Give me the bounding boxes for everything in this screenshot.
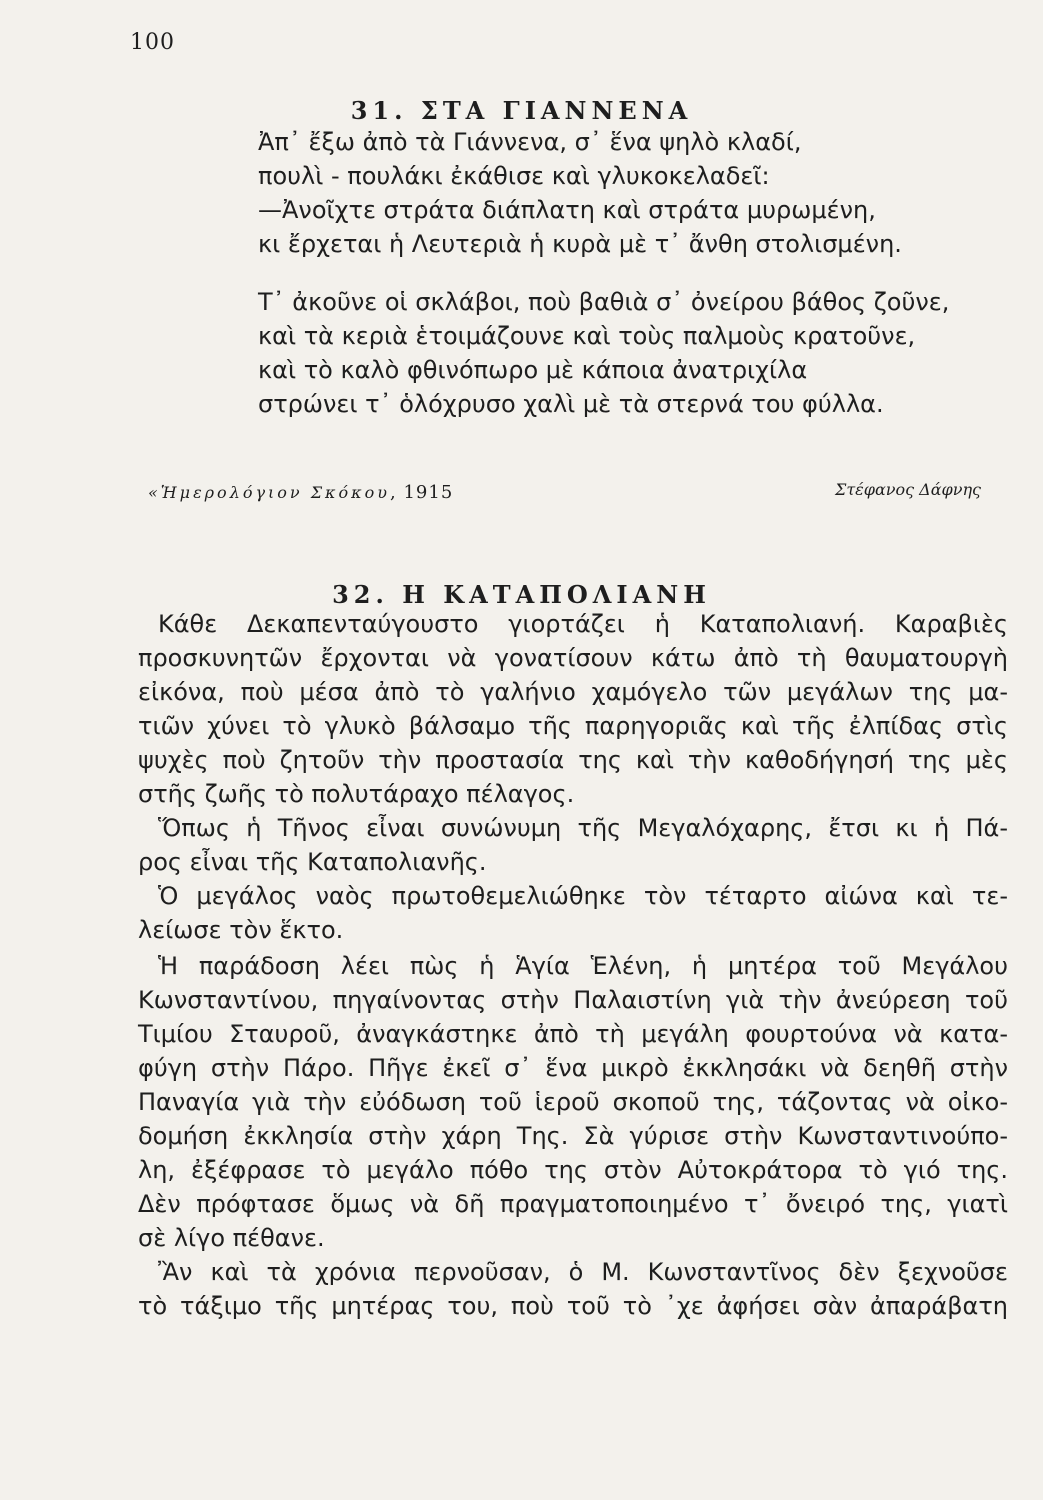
prose-line: Παναγία γιὰ τὴν εὐόδωση τοῦ ἱεροῦ σκοποῦ της, τάζοντας νὰ οἰκο- [138,1088,1008,1116]
source-year: , 1915 [390,482,454,503]
prose-line: λη, ἐξέφρασε τὸ μεγάλο πόθο της στὸν Αὐτοκράτορα τὸ γιό της. [138,1156,1008,1184]
page-number: 100 [130,30,175,55]
prose-line: τιῶν χύνει τὸ γλυκὸ βάλσαμο τῆς παρηγοριᾶς καὶ τῆς ἐλπίδας στὶς [138,712,1008,740]
prose-line: Δὲν πρόφτασε ὅμως νὰ δῆ πραγματοποιημένο τ᾿ ὄνειρό της, γιατὶ [138,1190,1008,1218]
poem-source [148,482,453,503]
section-32-title: 32. Η ΚΑΤΑΠΟΛΙΑΝΗ [332,580,711,609]
prose-line: ψυχὲς ποὺ ζητοῦν τὴν προστασία της καὶ τὴν καθοδήγησή της μὲς [138,746,1008,774]
section-31-title: 31. ΣΤΑ ΓΙΑΝΝΕΝΑ [350,96,693,125]
prose-line: Τιμίου Σταυροῦ, ἀναγκάστηκε ἀπὸ τὴ μεγάλη φουρτούνα νὰ κατα- [138,1020,1008,1048]
source-title: «Ἡμερολόγιον Σκόκου [148,483,391,502]
poem-line: στρώνει τ᾿ ὁλόχρυσο χαλὶ μὲ τὰ στερνά του φύλλα. [258,390,884,418]
prose-line: τὸ τάξιμο τῆς μητέρας του, ποὺ τοῦ τὸ ᾿χε ἀφήσει σὰν ἀπαράβατη [138,1292,1008,1320]
prose-line: στῆς ζωῆς τὸ πολυτάραχο πέλαγος. [138,780,575,808]
prose-line: Ὁ μεγάλος ναὸς πρωτοθεμελιώθηκε τὸν τέταρτο αἰώνα καὶ τε- [158,882,1008,910]
poem-line: καὶ τὰ κεριὰ ἑτοιμάζουνε καὶ τοὺς παλμοὺς κρατοῦνε, [258,322,916,350]
prose-line: σὲ λίγο πέθανε. [138,1224,325,1252]
poem-line: Ἀπ᾿ ἔξω ἀπὸ τὰ Γιάννενα, σ᾿ ἕνα ψηλὸ κλαδί, [258,128,802,156]
poem-line: κι ἔρχεται ἡ Λευτεριὰ ἡ κυρὰ μὲ τ᾿ ἄνθη στολισμένη. [258,230,902,258]
poem-line: πουλὶ - πουλάκι ἐκάθισε καὶ γλυκοκελαδεῖ: [258,162,770,190]
poem-line: —Ἀνοῖχτε στράτα διάπλατη καὶ στράτα μυρωμένη, [258,196,876,224]
poem-author: Στέφανος Δάφνης [835,480,981,499]
prose-line: λείωσε τὸν ἕκτο. [138,916,344,944]
poem-line: Τ᾿ ἀκοῦνε οἱ σκλάβοι, ποὺ βαθιὰ σ᾿ ὀνείρου βάθος ζοῦνε, [258,288,950,316]
prose-line: ρος εἶναι τῆς Καταπολιανῆς. [138,848,487,876]
prose-line: Ἂν καὶ τὰ χρόνια περνοῦσαν, ὁ Μ. Κωνσταντῖνος δὲν ξεχνοῦσε [158,1258,1008,1286]
poem-line: καὶ τὸ καλὸ φθινόπωρο μὲ κάποια ἀνατριχίλα [258,356,808,384]
prose-line: εἰκόνα, ποὺ μέσα ἀπὸ τὸ γαλήνιο χαμόγελο τῶν μεγάλων της μα- [138,678,1008,706]
prose-line: δομήση ἐκκλησία στὴν χάρη Της. Σὰ γύρισε στὴν Κωνσταντινούπο- [138,1122,1008,1150]
prose-line: φύγη στὴν Πάρο. Πῆγε ἐκεῖ σ᾿ ἕνα μικρὸ ἐκκλησάκι νὰ δεηθῆ στὴν [138,1054,1008,1082]
prose-line: προσκυνητῶν ἔρχονται νὰ γονατίσουν κάτω ἀπὸ τὴ θαυματουργὴ [138,644,1008,672]
prose-line: Κωνσταντίνου, πηγαίνοντας στὴν Παλαιστίνη γιὰ τὴν ἀνεύρεση τοῦ [138,986,1008,1014]
prose-line: Ὅπως ἡ Τῆνος εἶναι συνώνυμη τῆς Μεγαλόχαρης, ἔτσι κι ἡ Πά- [158,814,1008,842]
prose-line: Ἡ παράδοση λέει πὼς ἡ Ἁγία Ἑλένη, ἡ μητέρα τοῦ Μεγάλου [158,952,1008,980]
prose-line: Κάθε Δεκαπενταύγουστο γιορτάζει ἡ Καταπολιανή. Καραβιὲς [158,610,1008,638]
